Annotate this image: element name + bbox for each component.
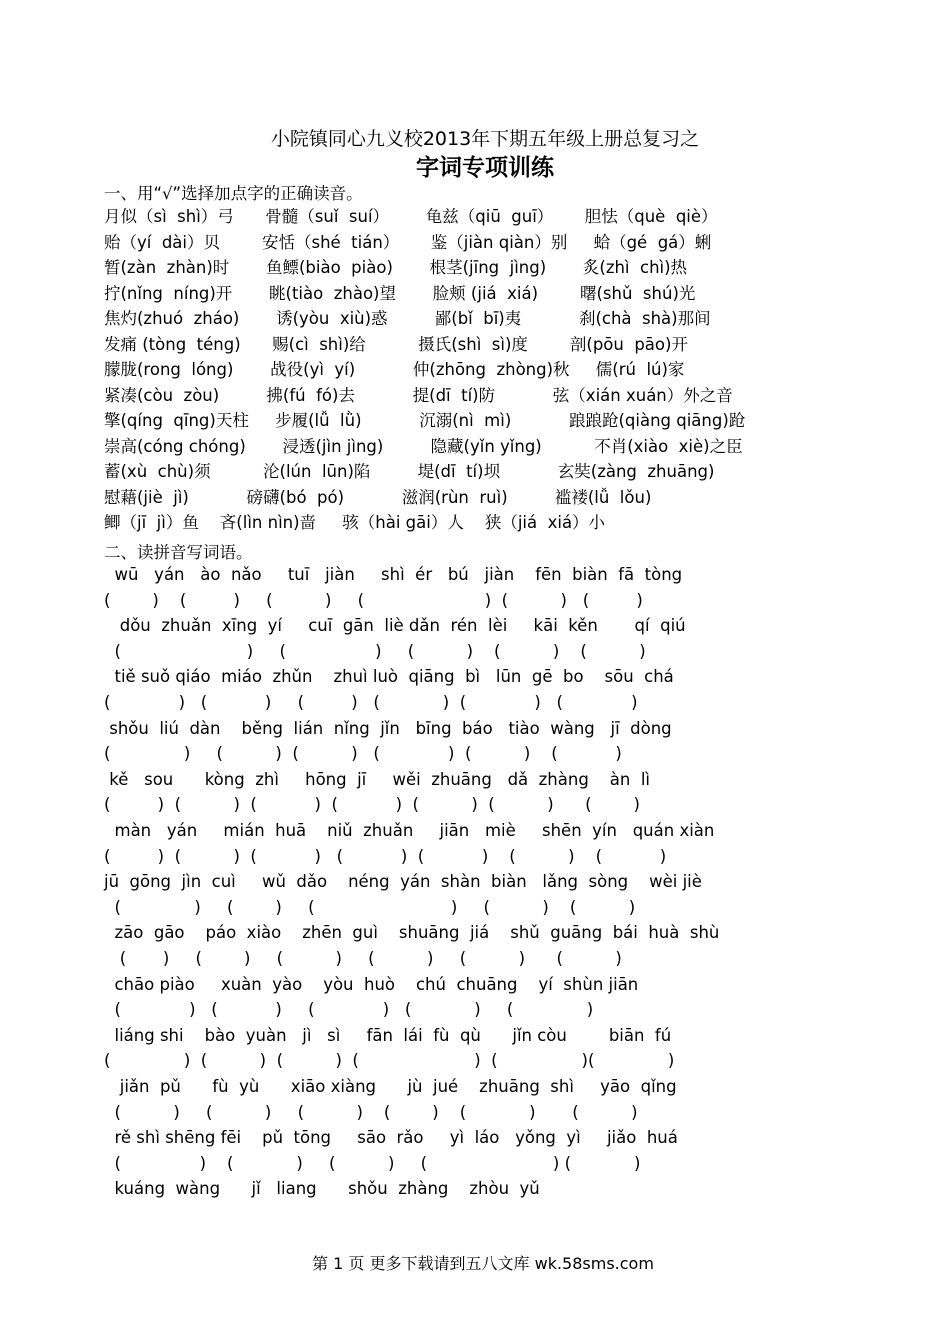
section2-line: ( ) ( ) ( ) ( ) ( ) ( ) <box>104 1102 638 1122</box>
section1-line: 紧凑(còu zòu) 拂(fú fó)去 提(dī tí)防 弦（xián xuán）外之音 <box>104 385 733 405</box>
section2-line: ( ) ( ) ( ) ( ) ( ) ( ) <box>104 693 638 712</box>
section2-line: shǒu liú dàn běng lián nǐng jǐn bīng báo tiào wàng jī dòng <box>104 718 672 738</box>
section2-line: dǒu zhuǎn xīng yí cuī gān liè dǎn rén lèi kāi kěn qí qiú <box>104 616 686 636</box>
section1-heading: 一、用“√”选择加点字的正确读音。 <box>104 184 363 203</box>
section1-line: 鲫（jī jì）鱼 吝(lìn nìn)啬 骇（hài gāi）人 狭（jiá xiá）小 <box>104 513 606 532</box>
section2-line: rě shì shēng fēi pǔ tōng sāo rǎo yì láo yǒng yì jiǎo huá <box>104 1128 678 1148</box>
section1-line: 暂(zàn zhàn)时 鱼鳔(biào piào) 根茎(jīng jìng) 炙(zhì chì)热 <box>104 258 688 277</box>
section1-line: 贻（yí dài）贝 安恬（shé tián） 鉴（jiàn qiàn）别 蛤（gé gá）蜊 <box>104 232 712 252</box>
section2-line: ( ) ( ) ( ) ( ) ( ) <box>104 1000 594 1020</box>
section2-line: ( ) ( ) ( ) ( ) ( ) ( ) <box>104 744 622 764</box>
section1-line: 发痛 (tòng téng) 赐(cì shì)给 摄氏(shì sì)度 剖(pōu pāo)开 <box>104 334 688 354</box>
section2-line: ( ) ( ) ( ) ( ) ( ) <box>104 641 646 661</box>
section2-line: ( ) ( ) ( ) ( ) ( ) <box>104 897 636 917</box>
section2-line: tiě suǒ qiáo miáo zhǔn zhuì luò qiāng bì lūn gē bo sōu chá <box>104 667 674 687</box>
section2-line: ( ) ( ) ( ) ( ) ( ) ( ) ( ) <box>104 795 640 815</box>
section2-line: màn yán mián huā niǔ zhuǎn jiān miè shēn yín quán xiàn <box>104 821 715 840</box>
section2-line: chāo piào xuàn yào yòu huò chú chuāng yí shùn jiān <box>104 974 639 994</box>
section2-line: ( ) ( ) ( ) ( ) ( ) <box>104 1153 641 1173</box>
section2-line: ( ) ( ) ( ) ( ) ( ) ( ) <box>104 949 622 968</box>
section2-line: kě sou kòng zhì hōng jī wěi zhuāng dǎ zhàng àn lì <box>104 769 651 789</box>
section2-line: ( ) ( ) ( ) ( ) ( )( ) <box>104 1051 675 1071</box>
section1-line: 月似（sì shì）弓 骨髓（suǐ suí） 龟兹（qiū guī） 胆怯（què qiè） <box>104 207 718 226</box>
page-title-line1: 小院镇同心九义校2013年下期五年级上册总复习之 <box>270 128 700 150</box>
section1-line: 朦胧(rong lóng) 战役(yì yí) 仲(zhōng zhòng)秋 儒(rú lú)家 <box>104 360 685 379</box>
section2-line: jiǎn pǔ fù yù xiāo xiàng jù jué zhuāng shì yāo qǐng <box>104 1077 677 1096</box>
section2-line: zāo gāo páo xiào zhēn guì shuāng jiá shǔ guāng bái huà shù <box>104 923 720 943</box>
section2-line: liáng shi bào yuàn jì sì fān lái fù qù jǐn còu biān fú <box>104 1025 672 1045</box>
section1-line: 焦灼(zhuó zháo) 诱(yòu xiù)惑 鄙(bǐ bī)夷 刹(chà shà)那间 <box>104 309 711 328</box>
section1-line: 崇高(cóng chóng) 浸透(jìn jìng) 隐藏(yǐn yǐng) 不肖(xiào xiè)之臣 <box>104 436 743 456</box>
section1-line: 拧(nǐng níng)开 眺(tiào zhào)望 脸颊 (jiá xiá) 曙(shǔ shú)光 <box>104 283 696 303</box>
section2-line: jū gōng jìn cuì wǔ dǎo néng yán shàn biàn lǎng sòng wèi jiè <box>104 872 702 892</box>
page-title-line2: 字词专项训练 <box>416 155 554 181</box>
section2-line: ( ) ( ) ( ) ( ) ( ) ( ) ( ) <box>104 846 667 866</box>
page-footer: 第 1 页 更多下载请到五八文库 wk.58sms.com <box>312 1254 654 1273</box>
section2-heading: 二、读拼音写词语。 <box>104 543 253 562</box>
section1-line: 蓄(xù chù)须 沦(lún lūn)陷 堤(dī tí)坝 玄奘(zàng zhuāng) <box>104 462 715 481</box>
section2-line: kuáng wàng jǐ liang shǒu zhàng zhòu yǔ <box>104 1179 540 1199</box>
section2-line: wū yán ào nǎo tuī jiàn shì ér bú jiàn fēn biàn fā tòng <box>104 565 683 584</box>
section2-line: ( ) ( ) ( ) ( ) ( ) ( ) <box>104 590 643 610</box>
section1-line: 慰藉(jiè jì) 磅礴(bó pó) 滋润(rùn ruì) 褴褛(lǚ lǒu) <box>104 487 652 507</box>
section1-line: 擎(qíng qīng)天柱 步履(lǚ lǜ) 沉溺(nì mì) 踉踉跄(qiàng qiāng)跄 <box>104 411 746 430</box>
